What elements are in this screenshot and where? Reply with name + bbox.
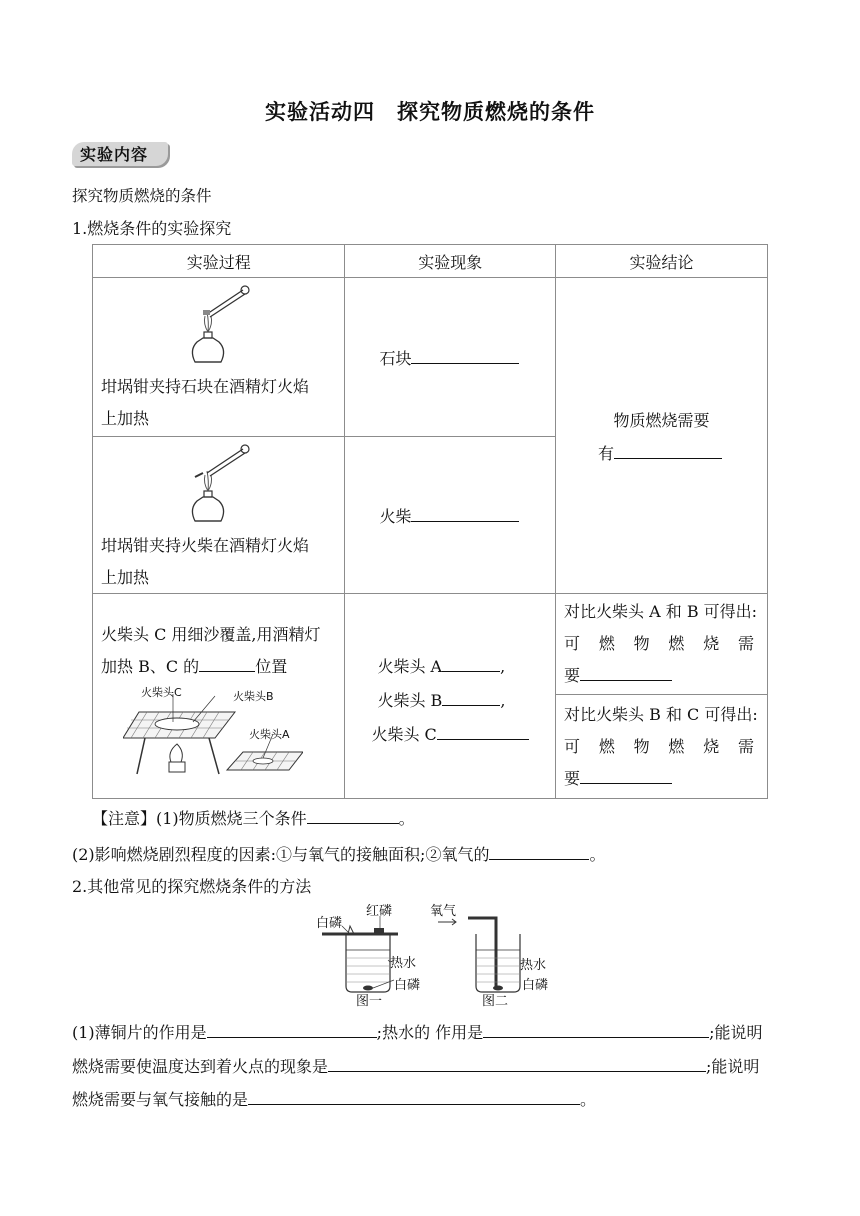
phen-c-label: 火柴头 C <box>371 725 437 744</box>
q3-blank <box>248 1090 580 1105</box>
q1-blank-1 <box>207 1023 377 1038</box>
spread-char: 燃 <box>668 634 685 654</box>
spread-char: 燃 <box>598 634 615 654</box>
spread-char: 物 <box>633 634 650 654</box>
conclusion-1-2-line1: 物质燃烧需要 <box>613 410 710 430</box>
row3-process <box>93 594 345 799</box>
fig2-hot-water: 热水 <box>520 958 547 973</box>
section2-heading: 2.其他常见的探究燃烧条件的方法 <box>72 877 312 896</box>
note1-end: 。 <box>398 809 415 828</box>
header-phenomenon: 实验现象 <box>345 245 556 278</box>
fig-label-a: 火柴头A <box>249 728 290 741</box>
row3-phenomenon <box>345 594 556 799</box>
spread-char: 可 <box>564 736 581 756</box>
row1-process-line1: 坩埚钳夹持石块在酒精灯火焰 <box>101 377 310 396</box>
spread-char: 可 <box>564 634 581 654</box>
q1-blank-2 <box>483 1023 709 1038</box>
row1-phenomenon-label: 石块 <box>379 348 412 368</box>
spread-char: 需 <box>738 634 755 654</box>
spread-char: 燃 <box>668 736 685 756</box>
q2-blank <box>328 1057 706 1072</box>
need-char: 要 <box>564 768 581 788</box>
fig1-white-phosphorus: 白磷 <box>316 916 343 931</box>
fig-label-b: 火柴头B <box>233 690 274 703</box>
phen-a-comma: , <box>500 657 506 676</box>
row2-process-line2: 上加热 <box>101 568 150 587</box>
crucible-tongs-match-illustration <box>183 443 253 525</box>
row1-process <box>93 278 345 437</box>
spread-char: 烧 <box>703 736 720 756</box>
section1-heading: 1.燃烧条件的实验探究 <box>72 219 232 238</box>
phen-b-comma: , <box>500 691 506 710</box>
fig-label-c: 火柴头C <box>141 686 182 699</box>
conclusion-1-2-blank <box>614 444 722 459</box>
phen-a-blank <box>442 657 500 672</box>
badge-label: 实验内容 <box>80 145 149 164</box>
conclusion-1-2-line2: 有 <box>598 443 615 463</box>
header-process: 实验过程 <box>93 245 345 278</box>
q3-text-a: 燃烧需要与氧气接触的是 <box>72 1090 249 1109</box>
page-title: 实验活动四 探究物质燃烧的条件 <box>265 100 595 124</box>
spread-char: 烧 <box>703 634 720 654</box>
subtitle: 探究物质燃烧的条件 <box>72 187 212 205</box>
q3-text-b: 。 <box>580 1090 597 1109</box>
phen-b-label: 火柴头 B <box>377 691 443 710</box>
conclusion-ab-line1: 对比火柴头 A 和 B 可得出: <box>564 602 758 622</box>
conclusion-ab <box>556 594 768 695</box>
experiment-table <box>92 244 768 799</box>
row1-phenomenon-blank <box>411 349 519 364</box>
conclusion-bc <box>556 695 768 799</box>
fig1-white-phosphorus-bottom: 白磷 <box>394 978 421 993</box>
row2-process-line1: 坩埚钳夹持火柴在酒精灯火焰 <box>101 536 310 555</box>
need-char: 要 <box>564 666 581 686</box>
spread-char: 燃 <box>598 736 615 756</box>
note2-text: (2)影响燃烧剧烈程度的因素:①与氧气的接触面积;②氧气的 <box>72 845 490 864</box>
row2-phenomenon <box>345 437 556 594</box>
q1-text-a: (1)薄铜片的作用是 <box>72 1023 207 1042</box>
section-badge <box>72 140 168 166</box>
q1-text-b: ;热水的 作用是 <box>376 1023 484 1042</box>
phen-b-blank <box>442 691 500 706</box>
crucible-tongs-stone-illustration <box>183 284 253 366</box>
fig2-oxygen: 氧气 <box>430 904 457 919</box>
row3-process-line2a: 加热 B、C 的 <box>101 657 200 676</box>
conclusion-bc-blank <box>580 769 672 784</box>
row2-phenomenon-blank <box>411 507 519 522</box>
phen-c-blank <box>437 725 529 740</box>
spread-char: 物 <box>633 736 650 756</box>
row3-process-line1: 火柴头 C 用细沙覆盖,用酒精灯 <box>101 625 321 644</box>
row2-phenomenon-label: 火柴 <box>379 506 412 526</box>
row3-process-blank <box>199 657 255 672</box>
header-conclusion: 实验结论 <box>556 245 768 278</box>
conclusion-bc-line1: 对比火柴头 B 和 C 可得出: <box>564 704 758 724</box>
row1-phenomenon <box>345 278 556 437</box>
fig1-caption: 图一 <box>356 994 383 1009</box>
q1-text-c: ;能说明 <box>709 1023 763 1042</box>
fig1-hot-water: 热水 <box>390 956 417 971</box>
spread-char: 需 <box>738 736 755 756</box>
note1-text: 【注意】(1)物质燃烧三个条件 <box>92 809 307 828</box>
conclusion-1-2 <box>556 278 768 594</box>
note1-blank <box>307 809 399 824</box>
row3-process-line2b: 位置 <box>255 657 288 676</box>
phen-a-label: 火柴头 A <box>377 657 443 676</box>
fig2-white-phosphorus: 白磷 <box>522 978 549 993</box>
fig1-red-phosphorus: 红磷 <box>366 904 393 919</box>
fig2-caption: 图二 <box>482 994 509 1009</box>
q2-text-a: 燃烧需要使温度达到着火点的现象是 <box>72 1057 329 1076</box>
row2-process <box>93 437 345 594</box>
note2-end: 。 <box>589 845 606 864</box>
row1-process-line2: 上加热 <box>101 409 150 428</box>
q2-text-b: ;能说明 <box>706 1057 760 1076</box>
note2-blank <box>489 845 589 860</box>
conclusion-ab-blank <box>580 666 672 681</box>
